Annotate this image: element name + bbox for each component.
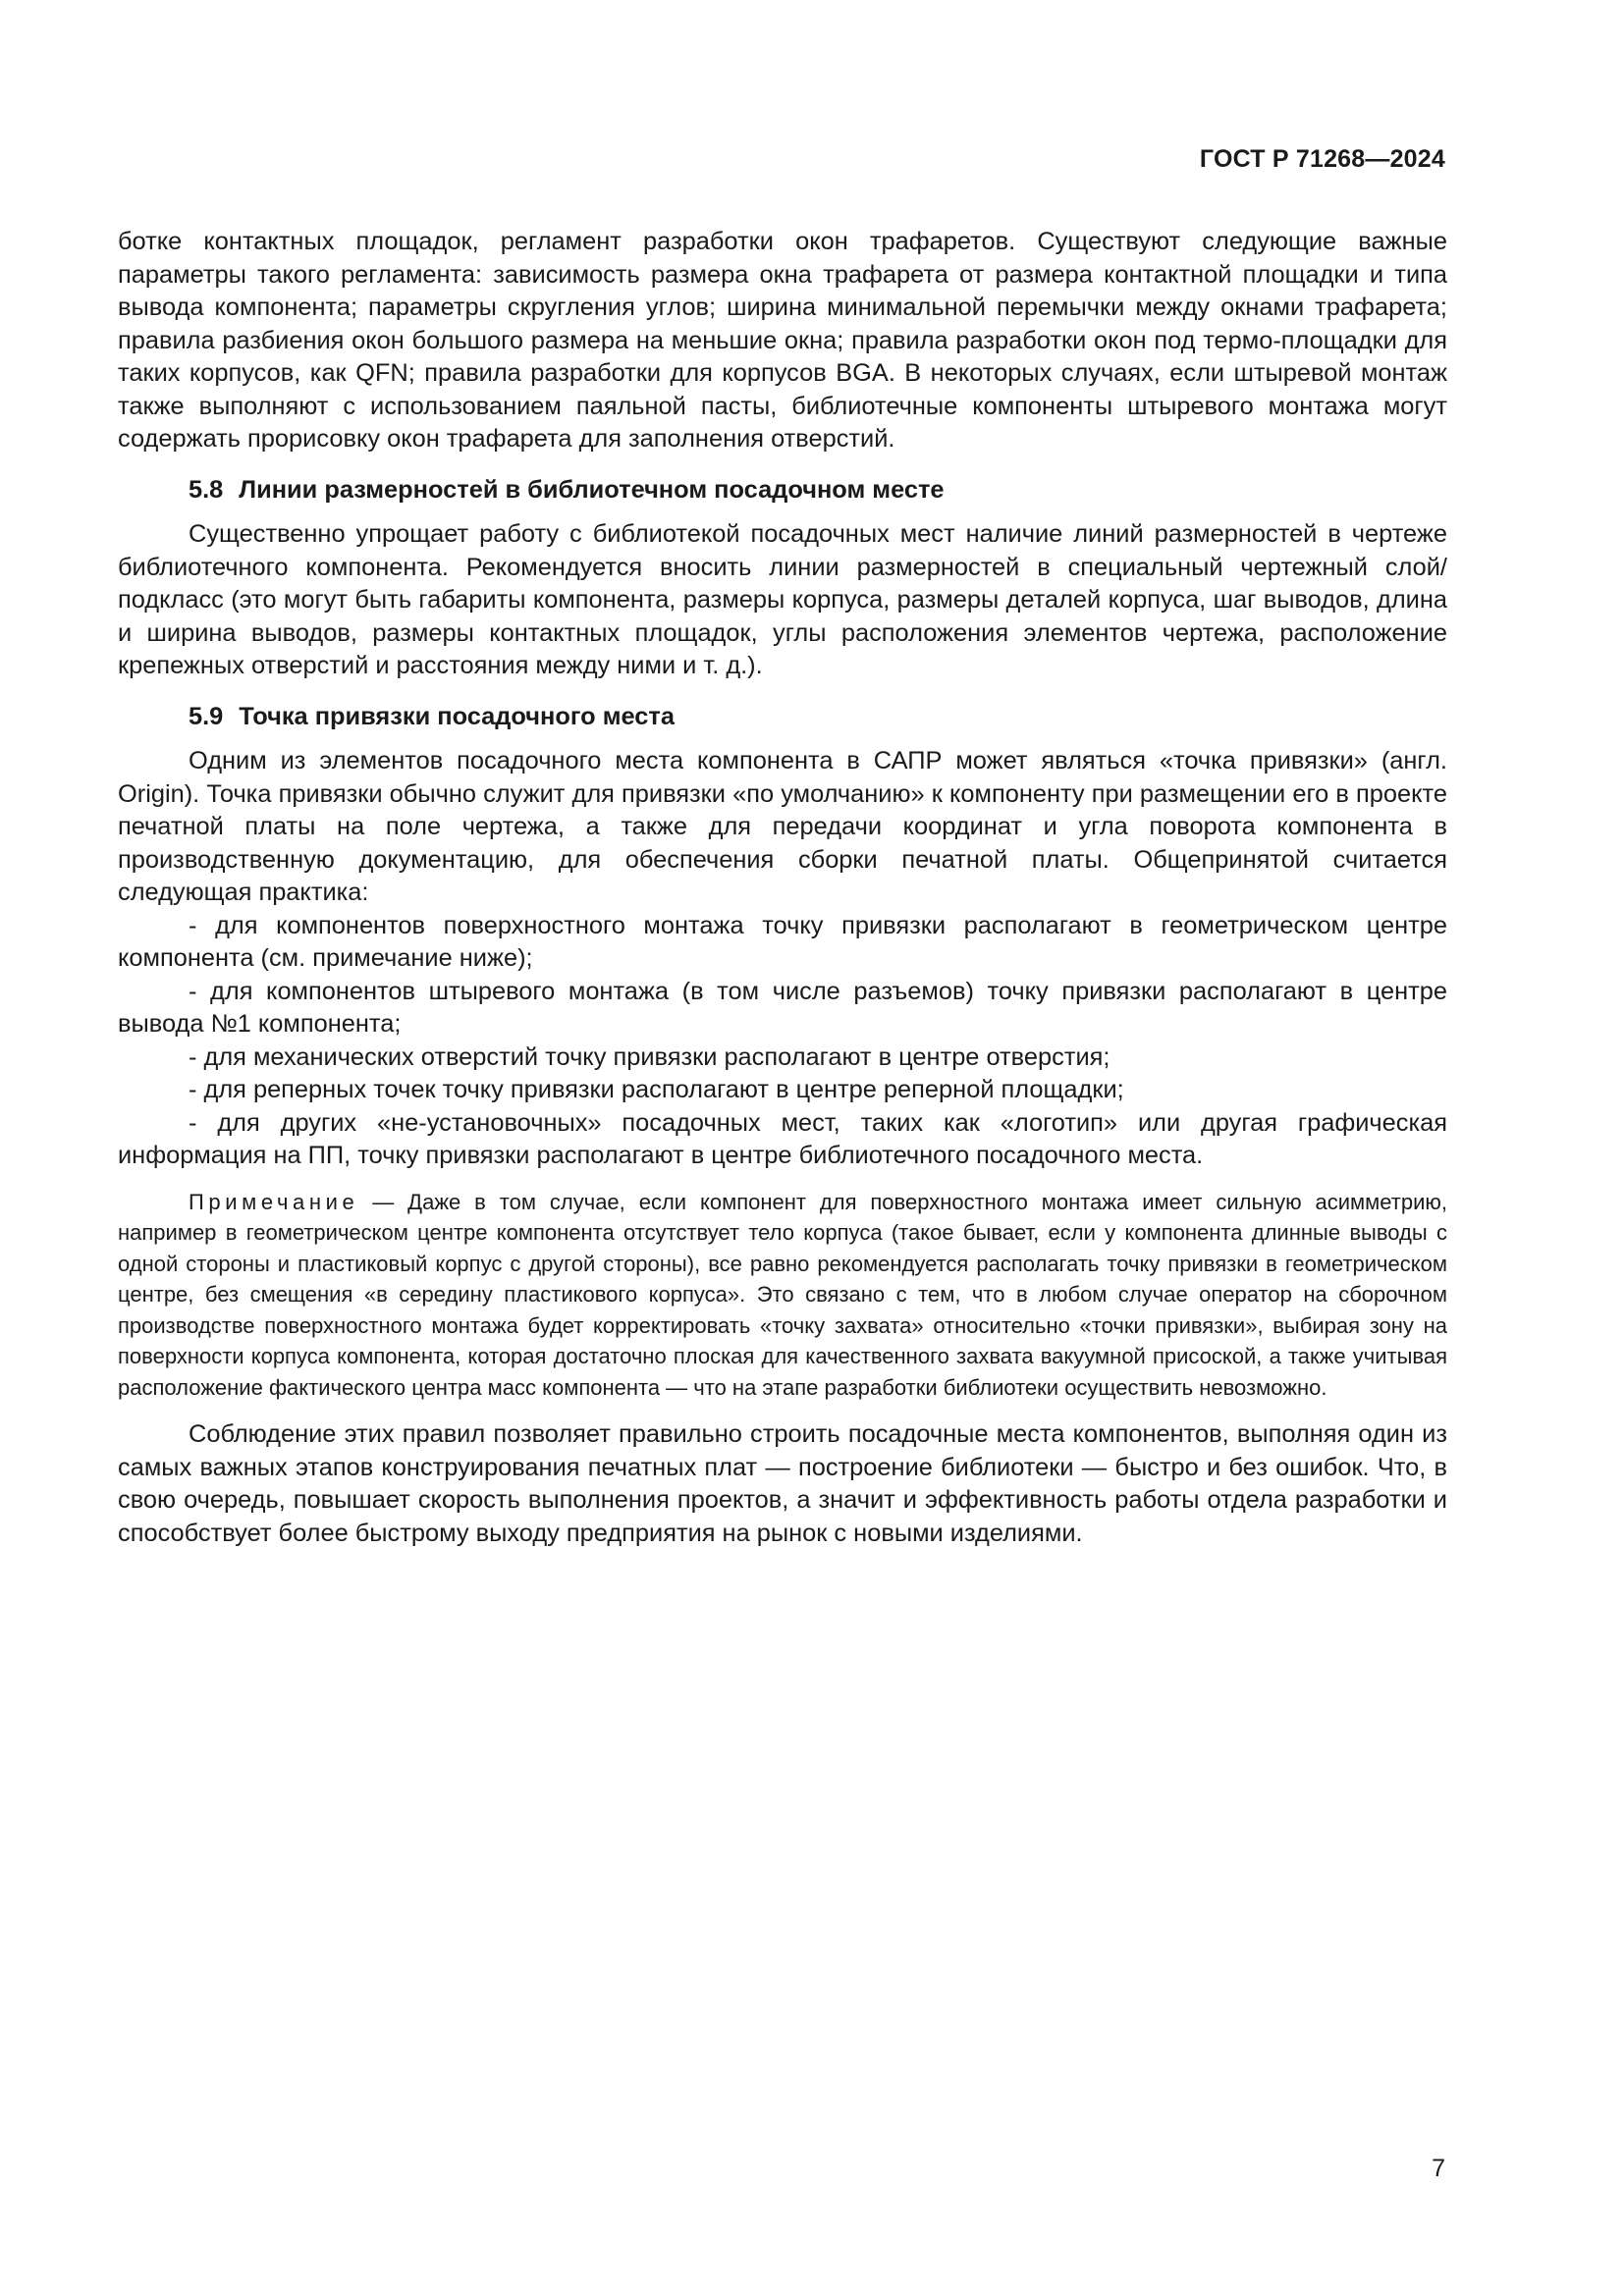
- section-5-9-paragraph: Одним из элементов посадочного места компонента в САПР может являться «точка привязки» (англ. Origin). Точка привязки обычно служит для привязки «по умолчанию» к компоненту при размещении его в проекте печатной платы на поле чертежа, а также для передачи координат и угла поворота компонента в производственную документацию, для обеспечения сборки печатной платы. Общепринятой считается следующая практика:: [118, 747, 1447, 906]
- section-title: Точка привязки посадочного места: [239, 702, 675, 730]
- section-5-8-paragraph: Существенно упрощает работу с библиотекой посадочных мест наличие линий размерностей в чертеже библиотечного компонента. Рекомендуется вносить линии размерностей в специальный чертежный слой/подкласс (это могут быть габариты компонента, размеры корпуса, размеры деталей корпуса, шаг выводов, длина и ширина выводов, размеры контактных площадок, углы расположения элементов чертежа, расположение крепежных отверстий и расстояния между ними и т. д.).: [118, 520, 1447, 679]
- section-heading-5-9: [189, 701, 1447, 734]
- note-text: — Даже в том случае, если компонент для поверхностного монтажа имеет сильную асимметрию, например в геометрическом центре компонента отсутствует тело корпуса (такое бывает, если у компонента длинные выводы с одной стороны и пластиковый корпус с другой стороны), все равно рекомендуется располагать точку привязки в геометрическом центре, без смещения «в середину пластикового корпуса». Это связано с тем, что в любом случае оператор на сборочном производстве поверхностного монтажа будет корректировать «точку захвата» относительно «точки привязки», выбирая зону на поверхности корпуса компонента, которая достаточно плоская для качественного захвата вакуумной присоской, а также учитывая расположение фактического центра масс компонента — что на этапе разработки библиотеки осуществить невозможно.: [118, 1189, 1447, 1400]
- conclusion-paragraph: Соблюдение этих правил позволяет правильно строить посадочные места компонентов, выполняя один из самых важных этапов конструирования печатных плат — построение библиотеки — быстро и без ошибок. Что, в свою очередь, повышает скорость выполнения проектов, а значит и эффективность работы отдела разработки и способствует более быстрому выходу предприятия на рынок с новыми изделиями.: [118, 1420, 1447, 1547]
- section-number: 5.8: [189, 475, 224, 504]
- section-heading-5-8: [189, 474, 1447, 507]
- document-body: [118, 226, 1447, 1550]
- list-item: - для компонентов поверхностного монтажа точку привязки располагают в геометрическом центре компонента (см. примечание ниже);: [118, 911, 1447, 972]
- page-header-standard-code: ГОСТ Р 71268—2024: [1199, 145, 1445, 173]
- section-title: Линии размерностей в библиотечном посадочном месте: [239, 475, 945, 504]
- section-number: 5.9: [189, 702, 224, 730]
- list-item: - для других «не-установочных» посадочных мест, таких как «логотип» или другая графическая информация на ПП, точку привязки располагают в центре библиотечного посадочного места.: [118, 1108, 1447, 1169]
- list-item: - для реперных точек точку привязки располагают в центре реперной площадки;: [189, 1076, 1124, 1103]
- list-item: - для компонентов штыревого монтажа (в том числе разъемов) точку привязки располагают в центре вывода №1 компонента;: [118, 977, 1447, 1038]
- list-item: - для механических отверстий точку привязки располагают в центре отверстия;: [189, 1042, 1110, 1071]
- intro-paragraph: ботке контактных площадок, регламент разработки окон трафаретов. Существуют следующие важные параметры такого регламента: зависимость размера окна трафарета от размера контактной площадки и типа вывода компонента; параметры скругления углов; ширина минимальной перемычки между окнами трафарета; правила разбиения окон большого размера на меньшие окна; правила разработки окон под термо-площадки для таких корпусов, как QFN; правила разработки для корпусов BGA. В некоторых случаях, если штыревой монтаж также выполняют с использованием паяльной пасты, библиотечные компоненты штыревого монтажа могут содержать прорисовку окон трафарета для заполнения отверстий.: [118, 228, 1447, 453]
- note-paragraph: [118, 1187, 1447, 1404]
- page-number: 7: [1432, 2155, 1445, 2182]
- note-label: Примечание: [189, 1189, 359, 1214]
